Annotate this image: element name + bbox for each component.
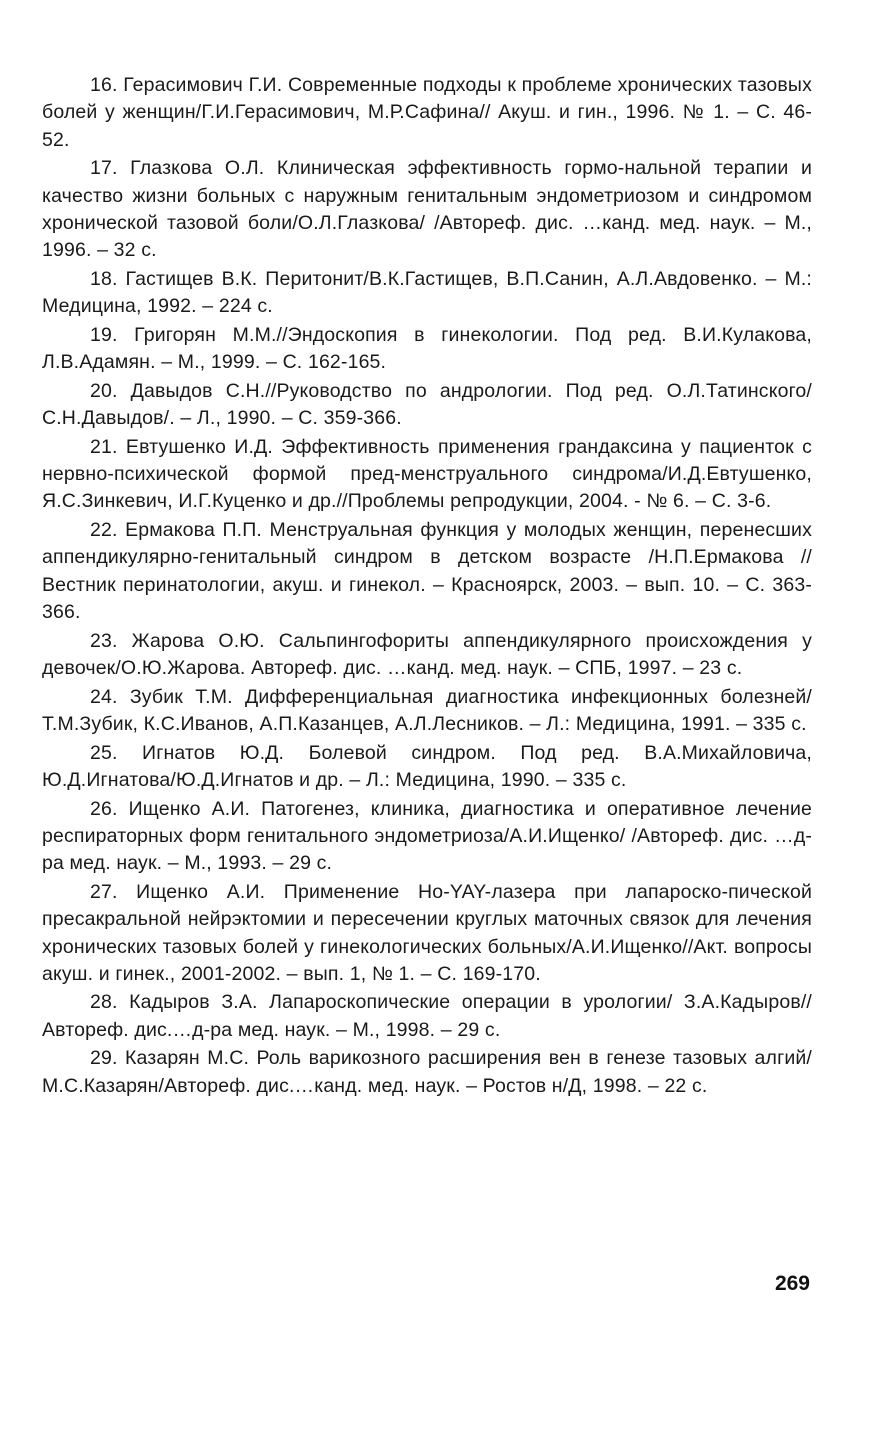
reference-item-22: 22. Ермакова П.П. Менструальная функция у молодых женщин, перенесших аппендикулярно-генитальный синдром в детском возрасте /Н.П.Ермакова //Вестник перинатологии, акуш. и гинекол. – Красноярск, 2003. – вып. 10. – С. 363-366.	[42, 519, 812, 623]
reference-list	[42, 72, 812, 1101]
reference-item-17: 17. Глазкова О.Л. Клиническая эффективность гормо-нальной терапии и качество жизни больных с наружным генитальным эндометриозом и синдромом хронической тазовой боли/О.Л.Глазкова/ /Автореф. дис. …канд. мед. наук. – М., 1996. – 32 с.	[42, 157, 812, 262]
reference-item-26: 26. Ищенко А.И. Патогенез, клиника, диагностика и оперативное лечение респираторных форм генитального эндометриоза/А.И.Ищенко/ /Автореф. дис. …д-ра мед. наук. – М., 1993. – 29 с.	[42, 797, 812, 875]
reference-item-25: 25. Игнатов Ю.Д. Болевой синдром. Под ред. В.А.Михайловича, Ю.Д.Игнатова/Ю.Д.Игнатов и др. – Л.: Медицина, 1990. – 335 с.	[42, 741, 812, 791]
reference-item-21: 21. Евтушенко И.Д. Эффективность применения грандаксина у пациенток с нервно-психической формой пред-менструального синдрома/И.Д.Евтушенко, Я.С.Зинкевич, И.Г.Куценко и др.//Проблемы репродукции, 2004. - № 6. – С. 3-6.	[42, 435, 812, 513]
page-number: 269	[774, 1272, 810, 1295]
reference-item-27: 27. Ищенко А.И. Применение Ho-YAY-лазера при лапароско-пической пресакральной нейрэктомии и пересечении круглых маточных связок для лечения хронических тазовых болей у гинекологических больных/А.И.Ищенко//Акт. вопросы акуш. и гинек., 2001-2002. – вып. 1, № 1. – С. 169-170.	[42, 880, 812, 985]
reference-item-20: 20. Давыдов С.Н.//Руководство по андрологии. Под ред. О.Л.Татинского/ С.Н.Давыдов/. – Л., 1990. – С. 359-366.	[42, 379, 812, 430]
reference-item-16: 16. Герасимович Г.И. Современные подходы к проблеме хронических тазовых болей у женщин/Г.И.Герасимович, М.Р.Сафина// Акуш. и гин., 1996. № 1. – С. 46-52.	[42, 74, 812, 151]
reference-item-23: 23. Жарова О.Ю. Сальпингофориты аппендикулярного происхождения у девочек/О.Ю.Жарова. Автореф. дис. …канд. мед. наук. – СПБ, 1997. – 23 с.	[42, 629, 812, 679]
reference-item-19: 19. Григорян М.М.//Эндоскопия в гинекологии. Под ред. В.И.Кулакова, Л.В.Адамян. – М., 1999. – С. 162-165.	[42, 323, 812, 374]
reference-item-18: 18. Гастищев В.К. Перитонит/В.К.Гастищев, В.П.Санин, А.Л.Авдовенко. – М.: Медицина, 1992. – 224 с.	[42, 267, 812, 318]
reference-item-28: 28. Кадыров З.А. Лапароскопические операции в урологии/ З.А.Кадыров//Автореф. дис.…д-ра мед. наук. – М., 1998. – 29 с.	[42, 991, 812, 1041]
reference-item-24: 24. Зубик Т.М. Дифференциальная диагностика инфекционных болезней/Т.М.Зубик, К.С.Иванов, А.П.Казанцев, А.Л.Лесников. – Л.: Медицина, 1991. – 335 с.	[42, 685, 812, 735]
reference-item-29: 29. Казарян М.С. Роль варикозного расширения вен в генезе тазовых алгий/М.С.Казарян/Автореф. дис.…канд. мед. наук. – Ростов н/Д, 1998. – 22 с.	[42, 1047, 812, 1097]
